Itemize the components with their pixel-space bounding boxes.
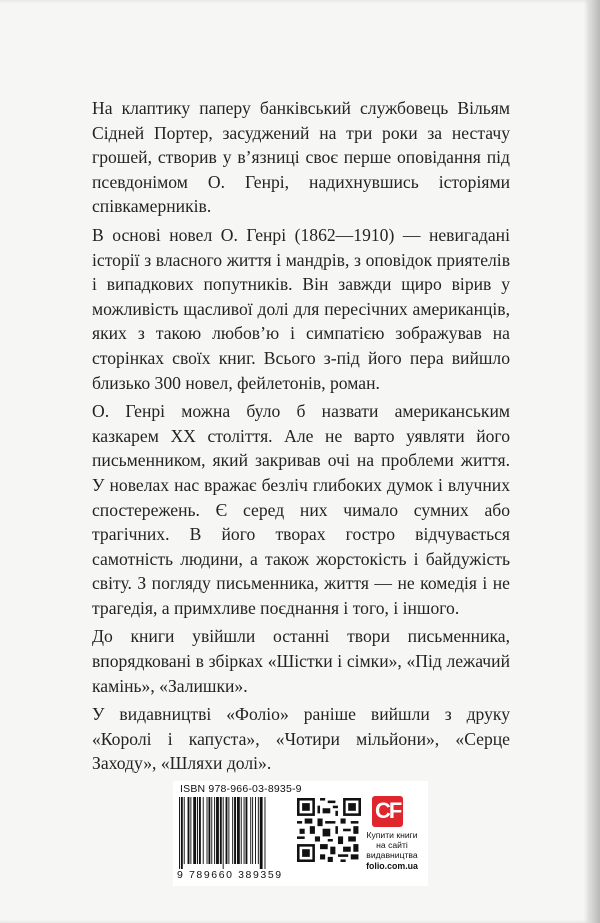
caption-line-3: видавництва [366,850,418,861]
annotation-text [92,96,510,780]
paragraph-5: У видавництві «Фоліо» раніше вийшли з друку «Королі і капуста», «Чотири мільйони», «Серце Заходу», «Шляхи долі». [92,704,510,774]
cover-edge [590,0,600,923]
isbn-label: ISBN 978-966-03-8935-9 [180,783,302,795]
paragraph-1: На клаптику паперу банківський службовець Вільям Сідней Портер, засуджений на три роки за нестачу грошей, створив у в’язниці своє перше оповідання під псевдонімом О. Генрі, надихнувшись історіями співкамерників. [92,98,510,217]
publisher-logo-text: CF [375,798,401,823]
paragraph-2: В основі новел О. Генрі (1862—1910) — невигадані історії з власного життя і мандрів, з оповідок приятелів і випадкових попутників. Він завжди щиро вірив у можливість щасливої долі для пересічних американців, яких з такою любов’ю і симпатією зображував на сторінках своїх книг. Всього з-під його пера вийшло близько 300 новел, фейлетонів, роман. [92,224,510,393]
publisher-logo [372,796,403,827]
caption-line-2: на сайті [376,840,408,851]
barcode-digits: 9 789660 389359 [177,869,283,881]
publisher-caption [359,830,425,871]
publisher-site-link[interactable]: folio.com.ua [366,860,418,871]
paragraph-4: До книги увійшли останні твори письменника, впорядковані в збірках «Шістки і сімки», «Під лежачий камінь», «Залишки». [92,626,510,696]
barcode-panel [173,781,428,886]
paragraph-3: О. Генрі можна було б назвати американським казкарем ХХ століття. Але не варто уявляти його письменником, який закривав очі на проблеми життя. У новелах нас вражає безліч глибоких думок і влучних спостережень. Є серед них чимало сумних або трагічних. В його творах гостро відчувається самотність людини, а також жорстокість і байдужість світу. З погляду письменника, життя — не комедія і не трагедія, а примхливе поєднання і того, і іншого. [92,401,510,618]
caption-line-1: Купити книги [366,830,418,840]
qr-code-icon [297,798,361,862]
barcode-icon [179,797,289,869]
